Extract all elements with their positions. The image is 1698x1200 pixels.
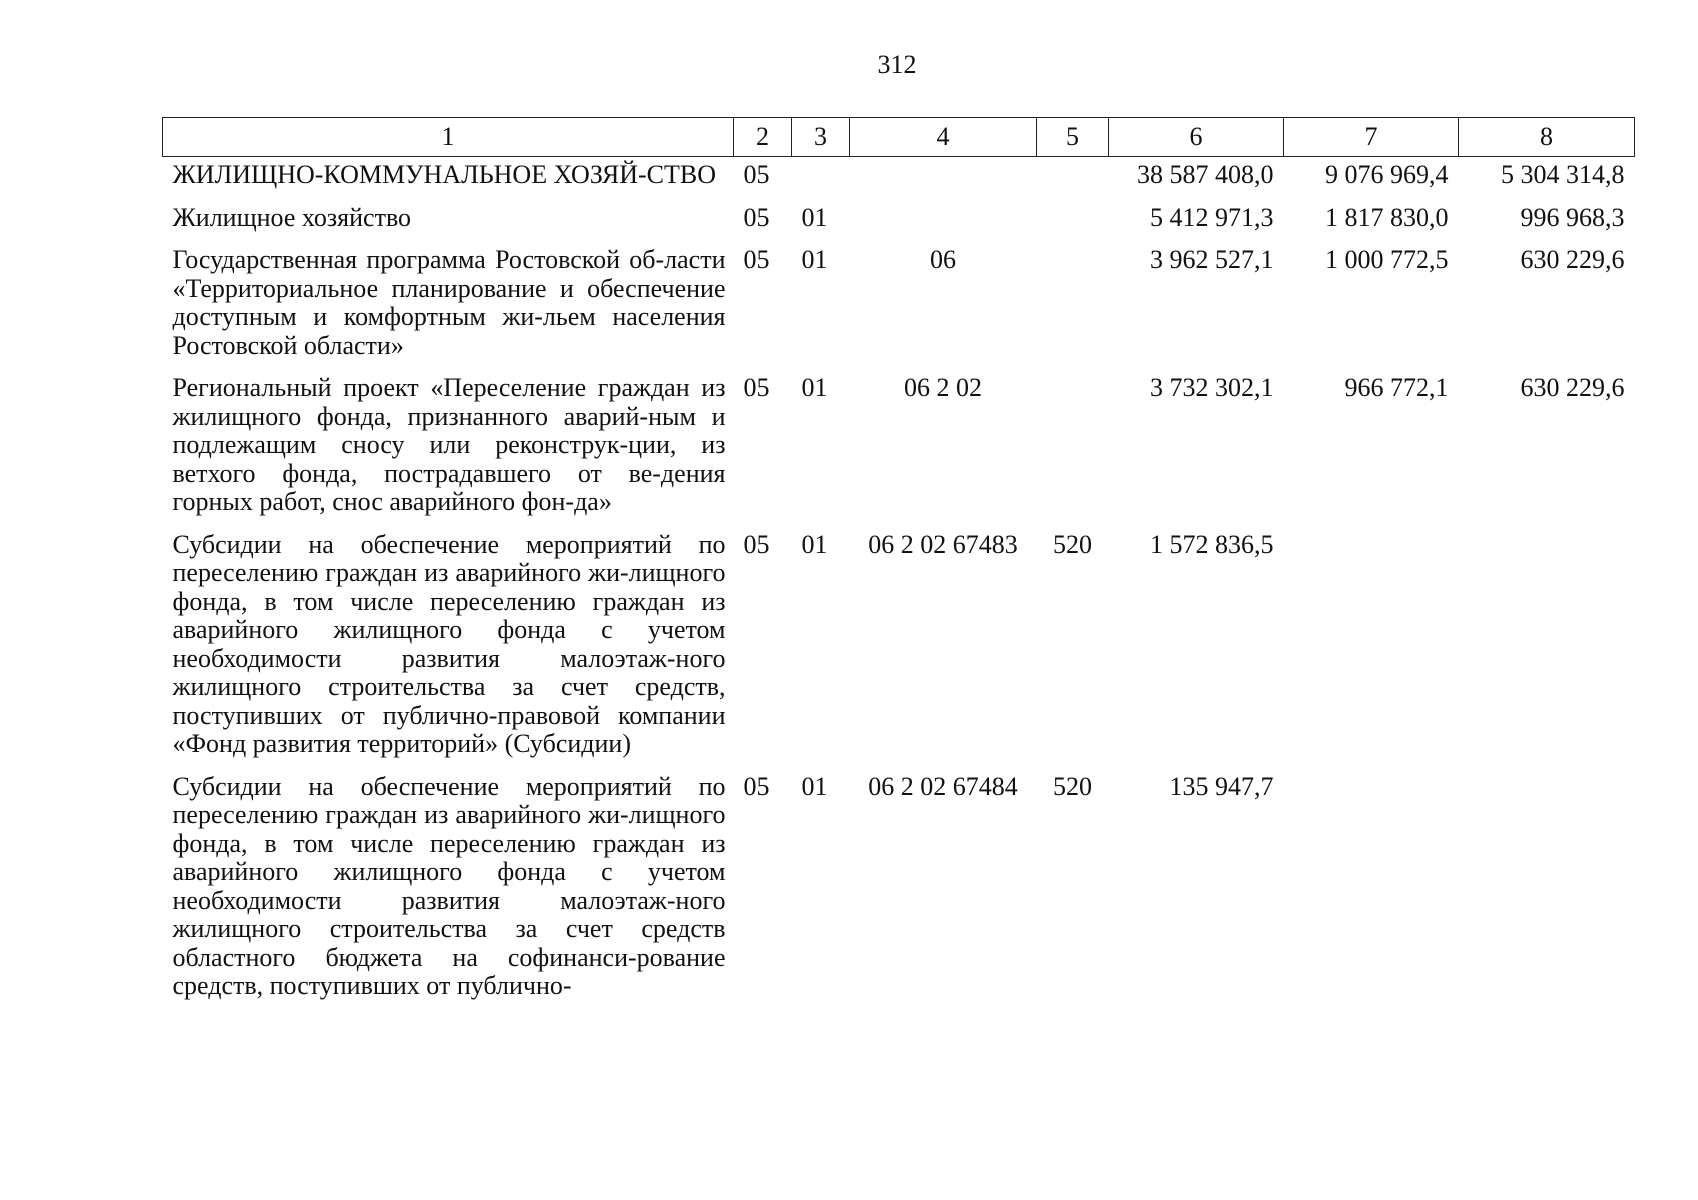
- table-row: [163, 374, 1635, 531]
- row-section-code: 05: [743, 529, 770, 559]
- row-target-code: 06 2 02: [904, 373, 982, 402]
- row-name: Государственная программа Ростовской об-ласти «Территориальное планирование и обеспечение доступным и комфортным жи-льем населения Ростовской области»: [172, 245, 726, 360]
- row-expense-type: [1037, 157, 1109, 204]
- row-section-code: 05: [743, 202, 770, 232]
- column-header-4: 4: [850, 118, 1037, 157]
- row-target-code: 06: [930, 245, 956, 274]
- row-sum-1: 38 587 408,0: [1137, 160, 1274, 189]
- row-sum-1: 135 947,7: [1169, 771, 1274, 801]
- row-expense-type: 520: [1053, 529, 1092, 559]
- row-sum-3: 630 229,6: [1520, 245, 1625, 274]
- page-number: 312: [877, 50, 917, 79]
- row-section-code: 05: [743, 160, 770, 189]
- row-sum-1: 1 572 836,5: [1150, 529, 1274, 559]
- row-expense-type: [1037, 204, 1109, 247]
- row-target-code: 06 2 02 67484: [868, 771, 1018, 801]
- table-row: [163, 204, 1635, 247]
- row-name: Субсидии на обеспечение мероприятий по переселению граждан из аварийного жи-лищного фонда, в том числе переселению граждан из аварийного жилищного фонда с учетом необходимости развития малоэтаж-ного жилищного строительства за счет средств областного бюджета на софинанси-рование средств, поступивших от публично-: [172, 771, 726, 1000]
- row-sum-3: [1459, 531, 1635, 773]
- table-header: [163, 118, 1635, 157]
- row-subsection-code: [792, 157, 850, 204]
- row-target-code: [850, 157, 1037, 204]
- table-row: [163, 157, 1635, 204]
- row-sum-1: 3 732 302,1: [1150, 373, 1274, 402]
- row-section-code: 05: [743, 771, 770, 801]
- row-name: Субсидии на обеспечение мероприятий по переселению граждан из аварийного жи-лищного фонда, в том числе переселению граждан из аварийного жилищного фонда с учетом необходимости развития малоэтаж-ного жилищного строительства за счет средств, поступивших от публично-правовой компании «Фонд развития территорий» (Субсидии): [172, 529, 726, 758]
- column-header-3: 3: [792, 118, 850, 157]
- row-sum-2: 9 076 969,4: [1325, 160, 1449, 189]
- column-header-8: 8: [1459, 118, 1635, 157]
- column-header-7: 7: [1284, 118, 1459, 157]
- row-expense-type: 520: [1053, 771, 1092, 801]
- row-name: Жилищное хозяйство: [172, 202, 412, 232]
- row-sum-3: 5 304 314,8: [1501, 160, 1625, 189]
- header-row: [163, 118, 1635, 157]
- column-header-1: 1: [163, 118, 734, 157]
- row-sum-1: 3 962 527,1: [1150, 245, 1274, 274]
- row-sum-2: [1284, 531, 1459, 773]
- row-sum-3: 996 968,3: [1520, 202, 1625, 232]
- row-subsection-code: 01: [801, 245, 828, 274]
- row-sum-3: 630 229,6: [1520, 373, 1625, 402]
- table-row: [163, 773, 1635, 1015]
- budget-table: [162, 117, 1635, 1015]
- table-row: [163, 531, 1635, 773]
- column-header-6: 6: [1109, 118, 1284, 157]
- row-sum-2: 1 817 830,0: [1325, 202, 1449, 232]
- row-subsection-code: 01: [801, 529, 828, 559]
- row-expense-type: [1037, 374, 1109, 531]
- row-sum-2: 1 000 772,5: [1325, 245, 1449, 274]
- row-subsection-code: 01: [801, 202, 828, 232]
- row-section-code: 05: [743, 373, 770, 402]
- row-expense-type: [1037, 246, 1109, 374]
- row-subsection-code: 01: [801, 373, 828, 402]
- table-body: [163, 157, 1635, 1015]
- row-name: ЖИЛИЩНО-КОММУНАЛЬНОЕ ХОЗЯЙ-СТВО: [172, 160, 716, 189]
- table-row: [163, 246, 1635, 374]
- row-sum-1: 5 412 971,3: [1150, 202, 1274, 232]
- row-target-code: [850, 204, 1037, 247]
- row-sum-3: [1459, 773, 1635, 1015]
- row-sum-2: 966 772,1: [1344, 373, 1449, 402]
- row-name: Региональный проект «Переселение граждан из жилищного фонда, признанного аварий-ным и подлежащим сносу или реконструк-ции, из ветхого фонда, пострадавшего от ве-дения горных работ, снос аварийного фон-да»: [172, 373, 726, 516]
- row-subsection-code: 01: [801, 771, 828, 801]
- row-section-code: 05: [743, 245, 770, 274]
- column-header-2: 2: [734, 118, 792, 157]
- row-sum-2: [1284, 773, 1459, 1015]
- row-target-code: 06 2 02 67483: [868, 529, 1018, 559]
- column-header-5: 5: [1037, 118, 1109, 157]
